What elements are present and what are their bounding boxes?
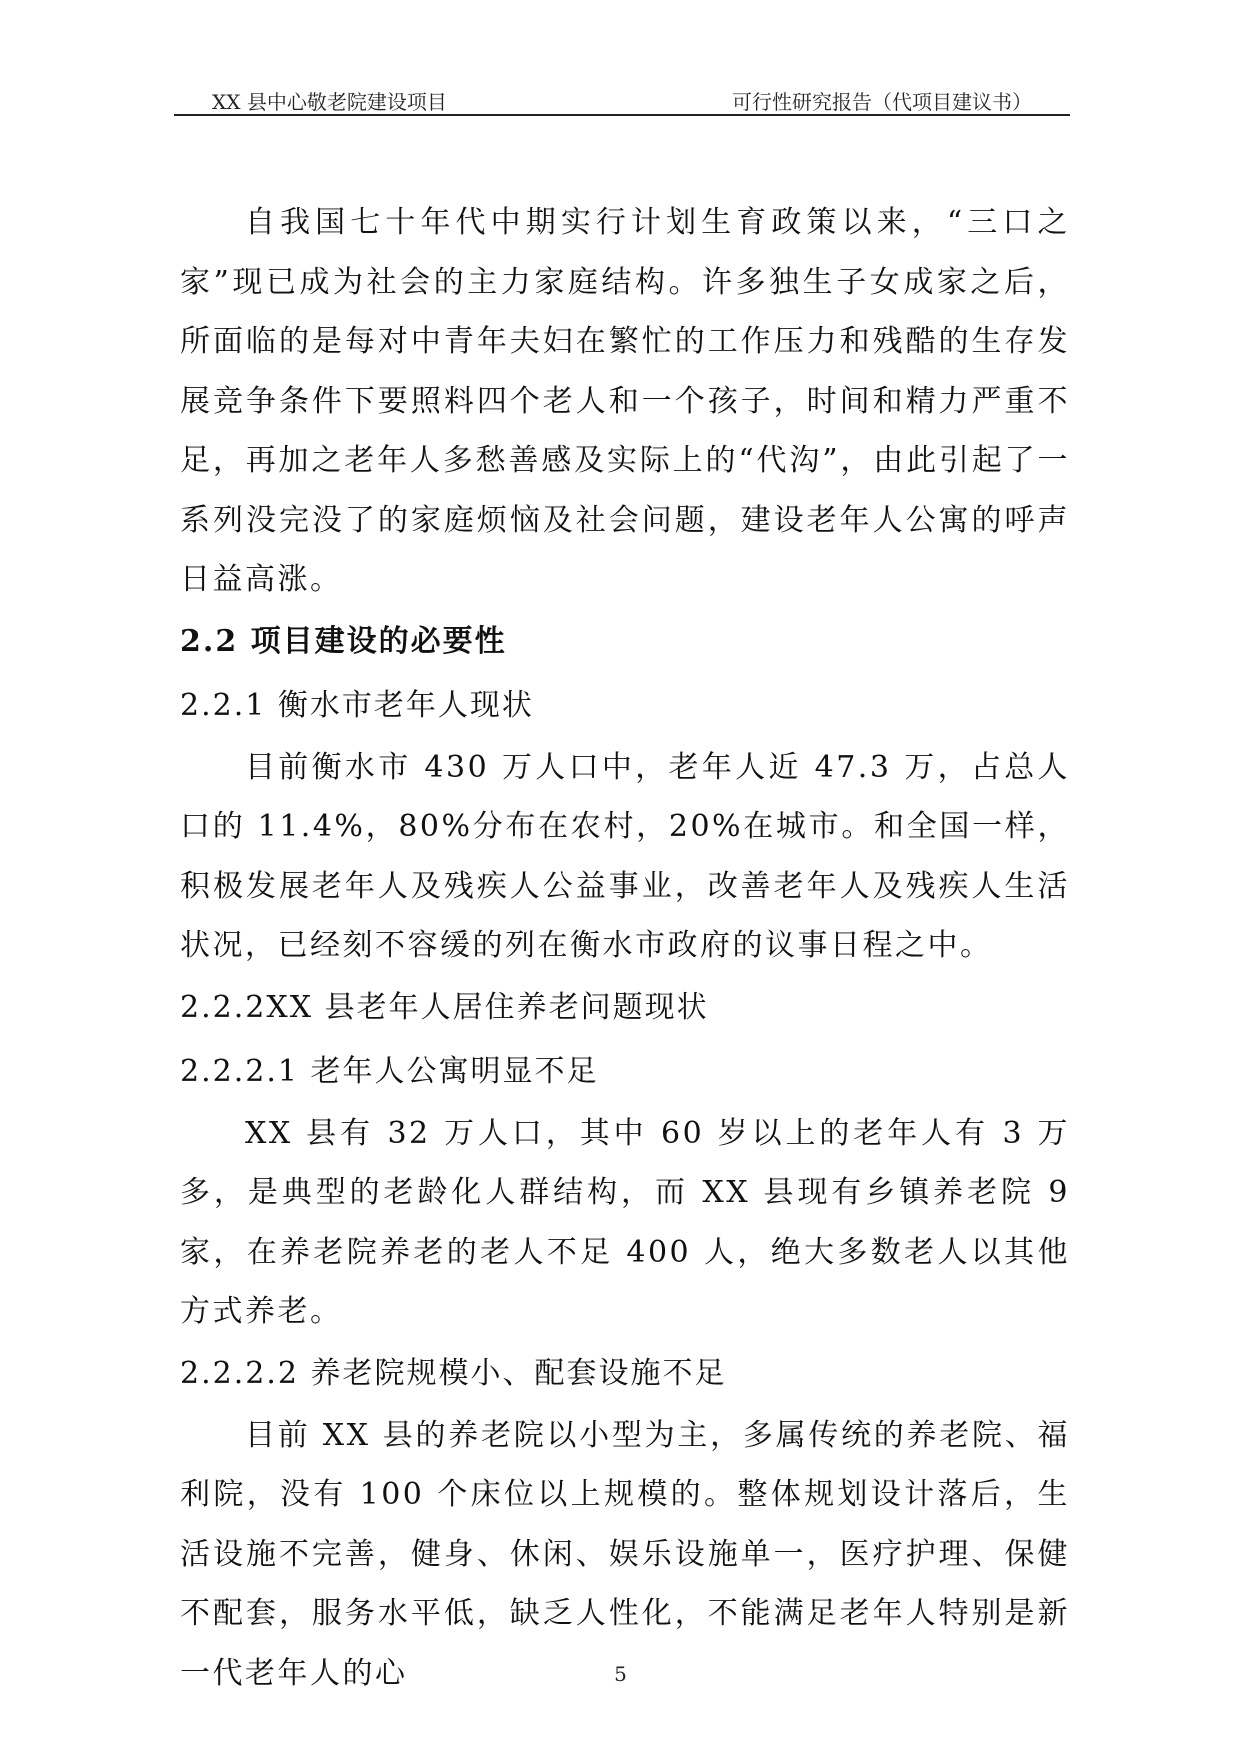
document-body xyxy=(180,193,1070,1703)
paragraph-family-structure: 自我国七十年代中期实行计划生育政策以来，“三口之家”现已成为社会的主力家庭结构。许多独生子女成家之后，所面临的是每对中青年夫妇在繁忙的工作压力和残酷的生存发展竞争条件下要照料四个老人和一个孩子，时间和精力严重不足，再加之老年人多愁善感及实际上的“代沟”，由此引起了一系列没完没了的家庭烦恼及社会问题，建设老年人公寓的呼声日益高涨。 xyxy=(180,205,1070,597)
page-number: 5 xyxy=(614,1662,627,1686)
subsection-heading-2-2-2-1: 2.2.2.1 老年人公寓明显不足 xyxy=(180,1053,599,1089)
running-header xyxy=(174,82,1070,116)
header-project-title: XX 县中心敬老院建设项目 xyxy=(212,90,447,114)
section-heading-2-2: 2.2 项目建设的必要性 xyxy=(180,623,507,659)
subsection-heading-2-2-2-2: 2.2.2.2 养老院规模小、配套设施不足 xyxy=(180,1355,727,1391)
paragraph-facility-scale: 目前 XX 县的养老院以小型为主，多属传统的养老院、福利院，没有 100 个床位以上规模的。整体规划设计落后，生活设施不完善，健身、休闲、娱乐设施单一，医疗护理、保健不配套，服务水平低，缺乏人性化，不能满足老年人特别是新一代老年人的心 xyxy=(180,1417,1070,1691)
paragraph-hengshui-elderly: 目前衡水市 430 万人口中，老年人近 47.3 万，占总人口的 11.4%，80%分布在农村，20%在城市。和全国一样，积极发展老年人及残疾人公益事业，改善老年人及残疾人生活状况，已经刻不容缓的列在衡水市政府的议事日程之中。 xyxy=(180,749,1070,963)
header-report-title: 可行性研究报告（代项目建议书） xyxy=(732,90,1032,114)
subsection-heading-2-2-2: 2.2.2XX 县老年人居住养老问题现状 xyxy=(180,989,709,1025)
subsection-heading-2-2-1: 2.2.1 衡水市老年人现状 xyxy=(180,687,534,723)
paragraph-county-population: XX 县有 32 万人口，其中 60 岁以上的老年人有 3 万多，是典型的老龄化人群结构，而 XX 县现有乡镇养老院 9 家，在养老院养老的老人不足 400 人，绝大多数老人以其他方式养老。 xyxy=(180,1115,1070,1329)
